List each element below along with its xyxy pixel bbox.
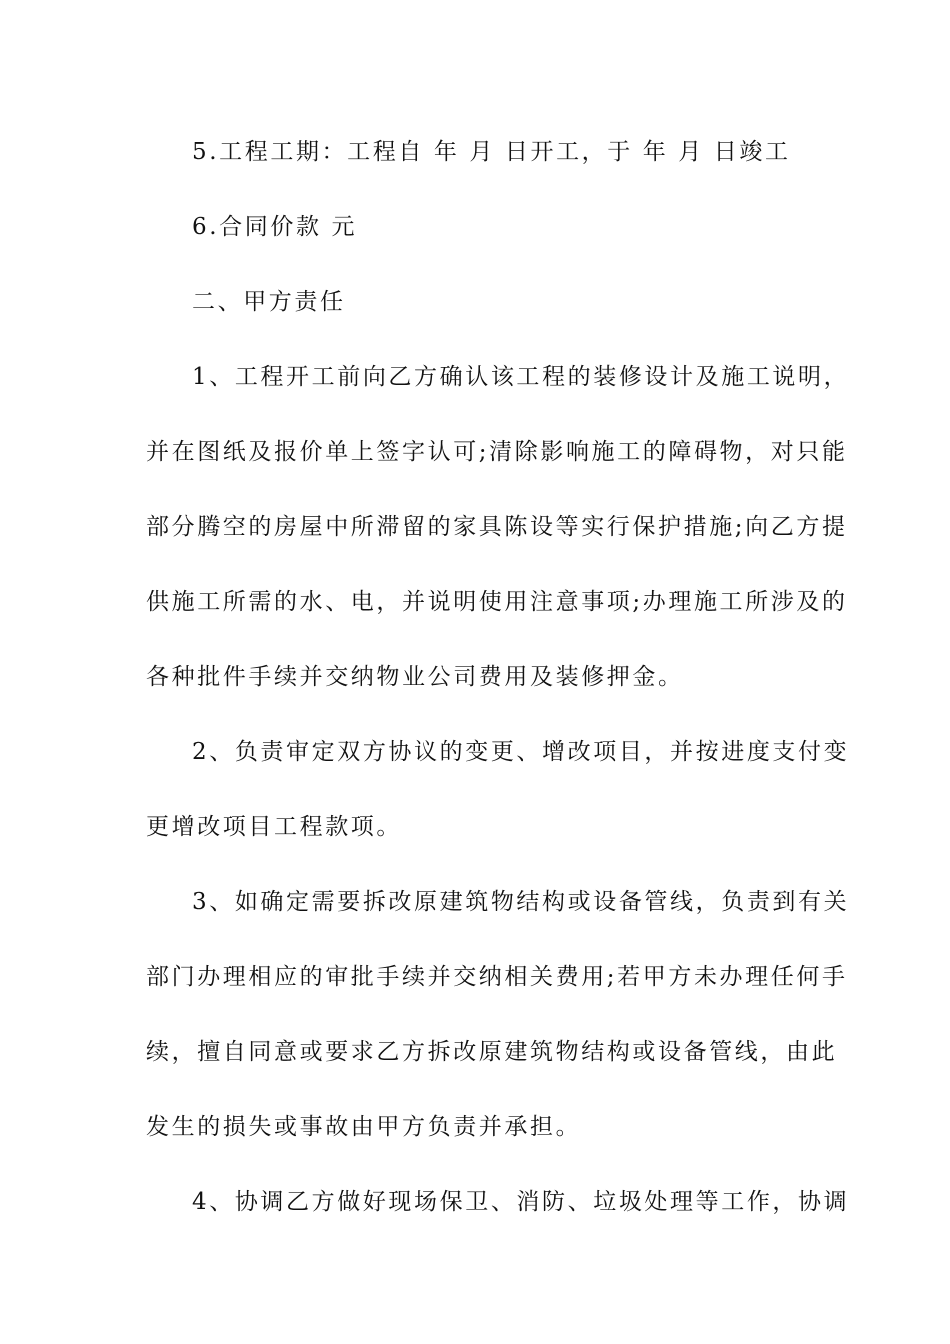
paragraph-line: 4、协调乙方做好现场保卫、消防、垃圾处理等工作，协调 bbox=[192, 1189, 850, 1215]
clause-6-price: 6.合同价款 元 bbox=[192, 214, 358, 240]
paragraph-line: 3、如确定需要拆改原建筑物结构或设备管线，负责到有关 bbox=[192, 889, 850, 915]
paragraph-line: 更增改项目工程款项。 bbox=[146, 814, 402, 840]
paragraph-line: 各种批件手续并交纳物业公司费用及装修押金。 bbox=[146, 664, 684, 690]
paragraph-line: 续，擅自同意或要求乙方拆改原建筑物结构或设备管线，由此 bbox=[146, 1039, 838, 1065]
paragraph-line: 发生的损失或事故由甲方负责并承担。 bbox=[146, 1114, 582, 1140]
paragraph-line: 并在图纸及报价单上签字认可;清除影响施工的障碍物，对只能 bbox=[146, 439, 848, 465]
section-heading-party-a: 二、甲方责任 bbox=[192, 289, 346, 315]
paragraph-line: 2、负责审定双方协议的变更、增改项目，并按进度支付变 bbox=[192, 739, 850, 765]
paragraph-line: 部分腾空的房屋中所滞留的家具陈设等实行保护措施;向乙方提 bbox=[146, 514, 848, 540]
paragraph-line: 1、工程开工前向乙方确认该工程的装修设计及施工说明， bbox=[192, 364, 850, 390]
paragraph-line: 供施工所需的水、电，并说明使用注意事项;办理施工所涉及的 bbox=[146, 589, 848, 615]
clause-5-schedule: 5.工程工期：工程自 年 月 日开工，于 年 月 日竣工 bbox=[192, 139, 791, 165]
paragraph-line: 部门办理相应的审批手续并交纳相关费用;若甲方未办理任何手 bbox=[146, 964, 848, 990]
